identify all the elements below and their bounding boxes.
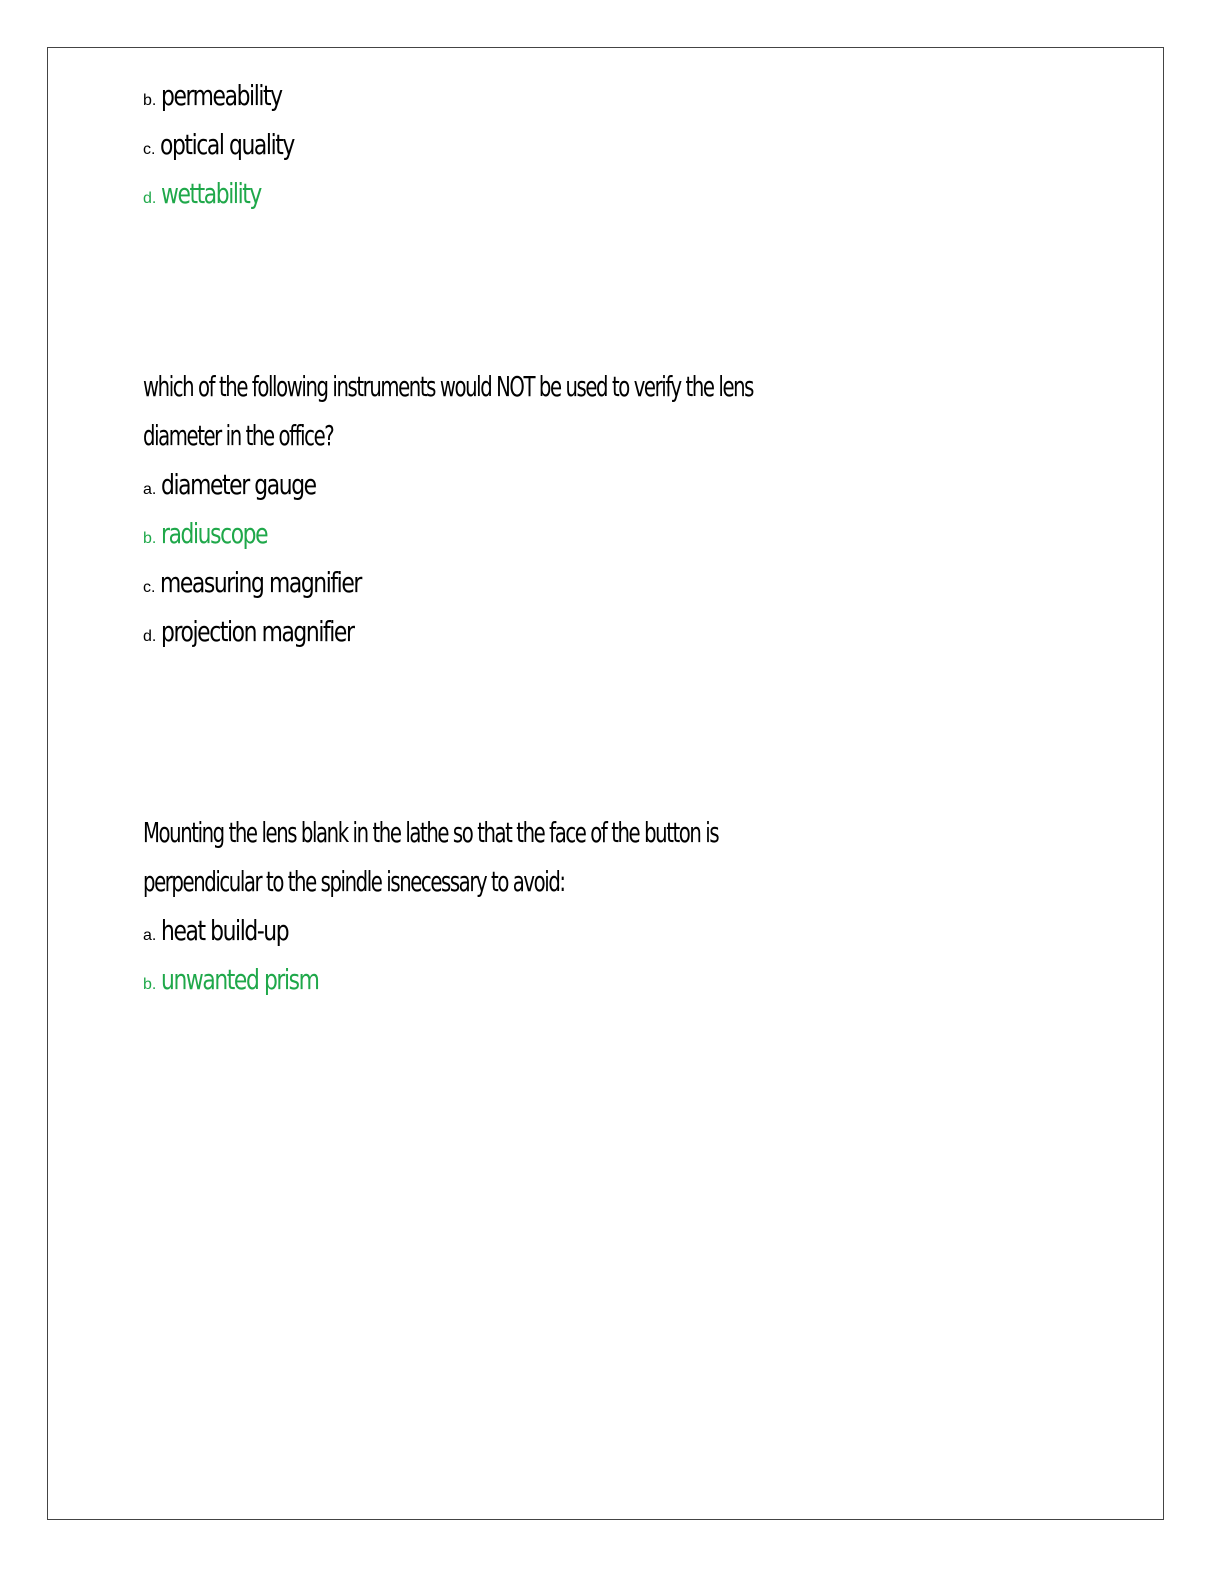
option-letter: a.	[143, 481, 157, 498]
option-a	[143, 906, 880, 955]
option-a	[143, 460, 925, 509]
question-line: Mounting the lens blank in the lathe so that the face of the button is	[143, 816, 719, 849]
question-line: which of the following instruments would NOT be used to verify the lens	[143, 370, 754, 403]
option-letter: c.	[143, 579, 156, 596]
option-text: unwanted prism	[161, 963, 319, 996]
option-d-correct	[143, 169, 332, 218]
option-text: measuring magnifier	[160, 566, 362, 599]
question-text	[143, 362, 925, 460]
question-block-1	[143, 71, 332, 218]
question-block-2	[143, 362, 925, 656]
option-text: wettability	[161, 177, 262, 210]
option-text: projection magnifier	[161, 615, 354, 648]
question-text	[143, 808, 880, 906]
option-letter: c.	[143, 141, 156, 158]
option-c	[143, 120, 332, 169]
option-text: optical quality	[160, 128, 295, 161]
option-text: permeability	[161, 79, 283, 112]
option-text: radiuscope	[161, 517, 268, 550]
question-line: perpendicular to the spindle isnecessary to avoid:	[143, 865, 565, 898]
option-text: diameter gauge	[161, 468, 317, 501]
option-b-correct	[143, 509, 925, 558]
option-text: heat build-up	[161, 914, 289, 947]
option-letter: a.	[143, 927, 157, 944]
question-block-3	[143, 808, 880, 1004]
question-line: diameter in the office?	[143, 419, 334, 452]
option-b-correct	[143, 955, 880, 1004]
page-border	[47, 47, 1164, 1520]
option-letter: b.	[143, 92, 157, 109]
option-b	[143, 71, 332, 120]
option-c	[143, 558, 925, 607]
option-letter: b.	[143, 530, 157, 547]
option-letter: d.	[143, 190, 157, 207]
option-letter: d.	[143, 628, 157, 645]
option-letter: b.	[143, 976, 157, 993]
option-d	[143, 607, 925, 656]
